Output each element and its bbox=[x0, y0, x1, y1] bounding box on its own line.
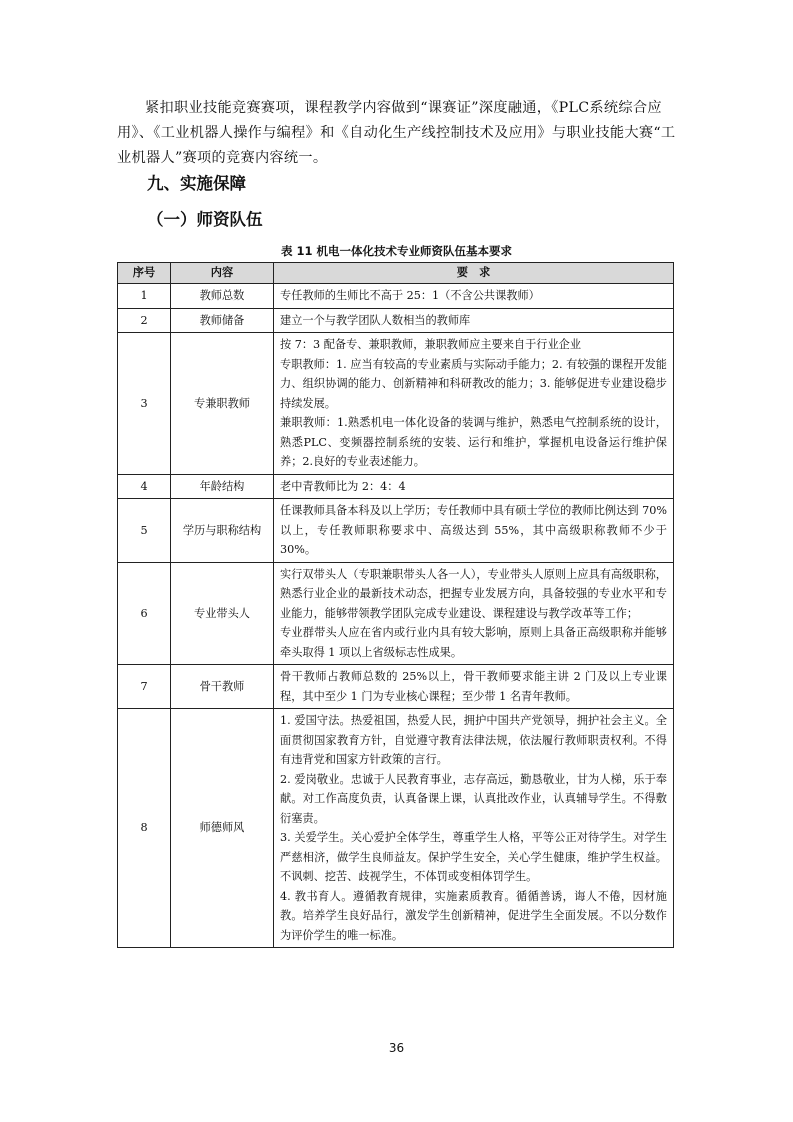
faculty-requirements-table bbox=[117, 262, 674, 948]
table-row bbox=[118, 499, 674, 563]
header-num: 序号 bbox=[118, 263, 171, 284]
requirement-paragraph: 骨干教师占教师总数的 25%以上，骨干教师要求能主讲 2 门及以上专业课程，其中至少 1 门为专业核心课程；至少带 1 名青年教师。 bbox=[280, 670, 667, 703]
requirement-paragraph: 建立一个与教学团队人数相当的教师库 bbox=[280, 313, 471, 327]
table-row bbox=[118, 333, 674, 475]
row-content: 师德师风 bbox=[171, 709, 274, 948]
requirement-paragraph: 老中青教师比为 2：4：4 bbox=[280, 479, 406, 493]
requirement-paragraph: 任课教师具备本科及以上学历；专任教师中具有硕士学位的教师比例达到 70%以上，专任教师职称要求中、高级达到 55%，其中高级职称教师不少于 30%。 bbox=[280, 504, 667, 556]
row-content: 学历与职称结构 bbox=[171, 499, 274, 563]
table-header-row bbox=[118, 263, 674, 284]
row-requirement bbox=[274, 562, 674, 665]
row-number: 2 bbox=[118, 308, 171, 333]
row-number: 8 bbox=[118, 709, 171, 948]
requirement-paragraph: 兼职教师：1.熟悉机电一体化设备的装调与维护，熟悉电气控制系统的设计，熟悉PLC、变频器控制系统的安装、运行和维护，掌握机电设备运行维护保养；2.良好的专业表述能力。 bbox=[280, 416, 667, 468]
row-requirement bbox=[274, 308, 674, 333]
row-number: 1 bbox=[118, 284, 171, 309]
header-content: 内容 bbox=[171, 263, 274, 284]
row-content: 专兼职教师 bbox=[171, 333, 274, 475]
subsection-heading: （一）师资队伍 bbox=[147, 210, 263, 229]
section-heading: 九、实施保障 bbox=[147, 174, 246, 193]
requirement-paragraph: 专职教师：1. 应当有较高的专业素质与实际动手能力；2. 有较强的课程开发能力、组织协调的能力、创新精神和科研教改的能力；3. 能够促进专业建设稳步持续发展。 bbox=[280, 357, 667, 410]
row-content: 专业带头人 bbox=[171, 562, 274, 665]
table-row bbox=[118, 474, 674, 499]
row-requirement bbox=[274, 499, 674, 563]
row-requirement bbox=[274, 709, 674, 948]
requirement-paragraph: 1. 爱国守法。热爱祖国，热爱人民，拥护中国共产党领导，拥护社会主义。全面贯彻国家教育方针，自觉遵守教育法律法规，依法履行教师职责权利。不得有违背党和国家方针政策的言行。 bbox=[280, 714, 667, 766]
row-requirement bbox=[274, 284, 674, 309]
row-number: 6 bbox=[118, 562, 171, 665]
row-content: 教师总数 bbox=[171, 284, 274, 309]
row-number: 5 bbox=[118, 499, 171, 563]
row-content: 教师储备 bbox=[171, 308, 274, 333]
table-caption: 表 11 机电一体化技术专业师资队伍基本要求 bbox=[280, 244, 512, 258]
row-requirement bbox=[274, 474, 674, 499]
row-number: 7 bbox=[118, 665, 171, 709]
requirement-paragraph: 3. 关爱学生。关心爱护全体学生，尊重学生人格，平等公正对待学生。对学生严慈相济，做学生良师益友。保护学生安全，关心学生健康，维护学生权益。不讽刺、挖苦、歧视学生，不体罚或变相体罚学生。 bbox=[280, 831, 667, 883]
table-row bbox=[118, 308, 674, 333]
row-content: 骨干教师 bbox=[171, 665, 274, 709]
row-requirement bbox=[274, 333, 674, 475]
requirement-paragraph: 专任教师的生师比不高于 25：1（不含公共课教师） bbox=[280, 289, 540, 302]
header-requirement: 要 求 bbox=[274, 263, 674, 284]
row-number: 4 bbox=[118, 474, 171, 499]
table-row bbox=[118, 284, 674, 309]
table-row bbox=[118, 709, 674, 948]
requirement-paragraph: 2. 爱岗敬业。忠诚于人民教育事业，志存高远，勤恳敬业，甘为人梯，乐于奉献。对工作高度负责，认真备课上课，认真批改作业，认真辅导学生。不得敷衍塞责。 bbox=[280, 772, 667, 825]
requirement-paragraph: 按 7：3 配备专、兼职教师，兼职教师应主要来自于行业企业 bbox=[280, 338, 582, 351]
table-row bbox=[118, 562, 674, 665]
requirement-paragraph: 专业群带头人应在省内或行业内具有较大影响，原则上具备正高级职称并能够牵头取得 1 项以上省级标志性成果。 bbox=[280, 626, 667, 659]
row-content: 年龄结构 bbox=[171, 474, 274, 499]
intro-paragraph: 紧扣职业技能竞赛赛项，课程教学内容做到“课赛证”深度融通，《PLC系统综合应用》、《工业机器人操作与编程》和《自动化生产线控制技术及应用》与职业技能大赛“工业机器人”赛项的竞赛内容统一。 bbox=[117, 100, 676, 166]
row-requirement bbox=[274, 665, 674, 709]
page-number: 36 bbox=[388, 1041, 405, 1055]
requirement-paragraph: 实行双带头人（专职兼职带头人各一人），专业带头人原则上应具有高级职称，熟悉行业企业的最新技术动态，把握专业发展方向，具备较强的专业水平和专业能力，能够带领教学团队完成专业建设、课程建设与教学改革等工作； bbox=[280, 567, 667, 620]
table-row bbox=[118, 665, 674, 709]
requirement-paragraph: 4. 教书育人。遵循教育规律，实施素质教育。循循善诱，诲人不倦，因材施教。培养学生良好品行，激发学生创新精神，促进学生全面发展。不以分数作为评价学生的唯一标准。 bbox=[280, 889, 667, 942]
row-number: 3 bbox=[118, 333, 171, 475]
